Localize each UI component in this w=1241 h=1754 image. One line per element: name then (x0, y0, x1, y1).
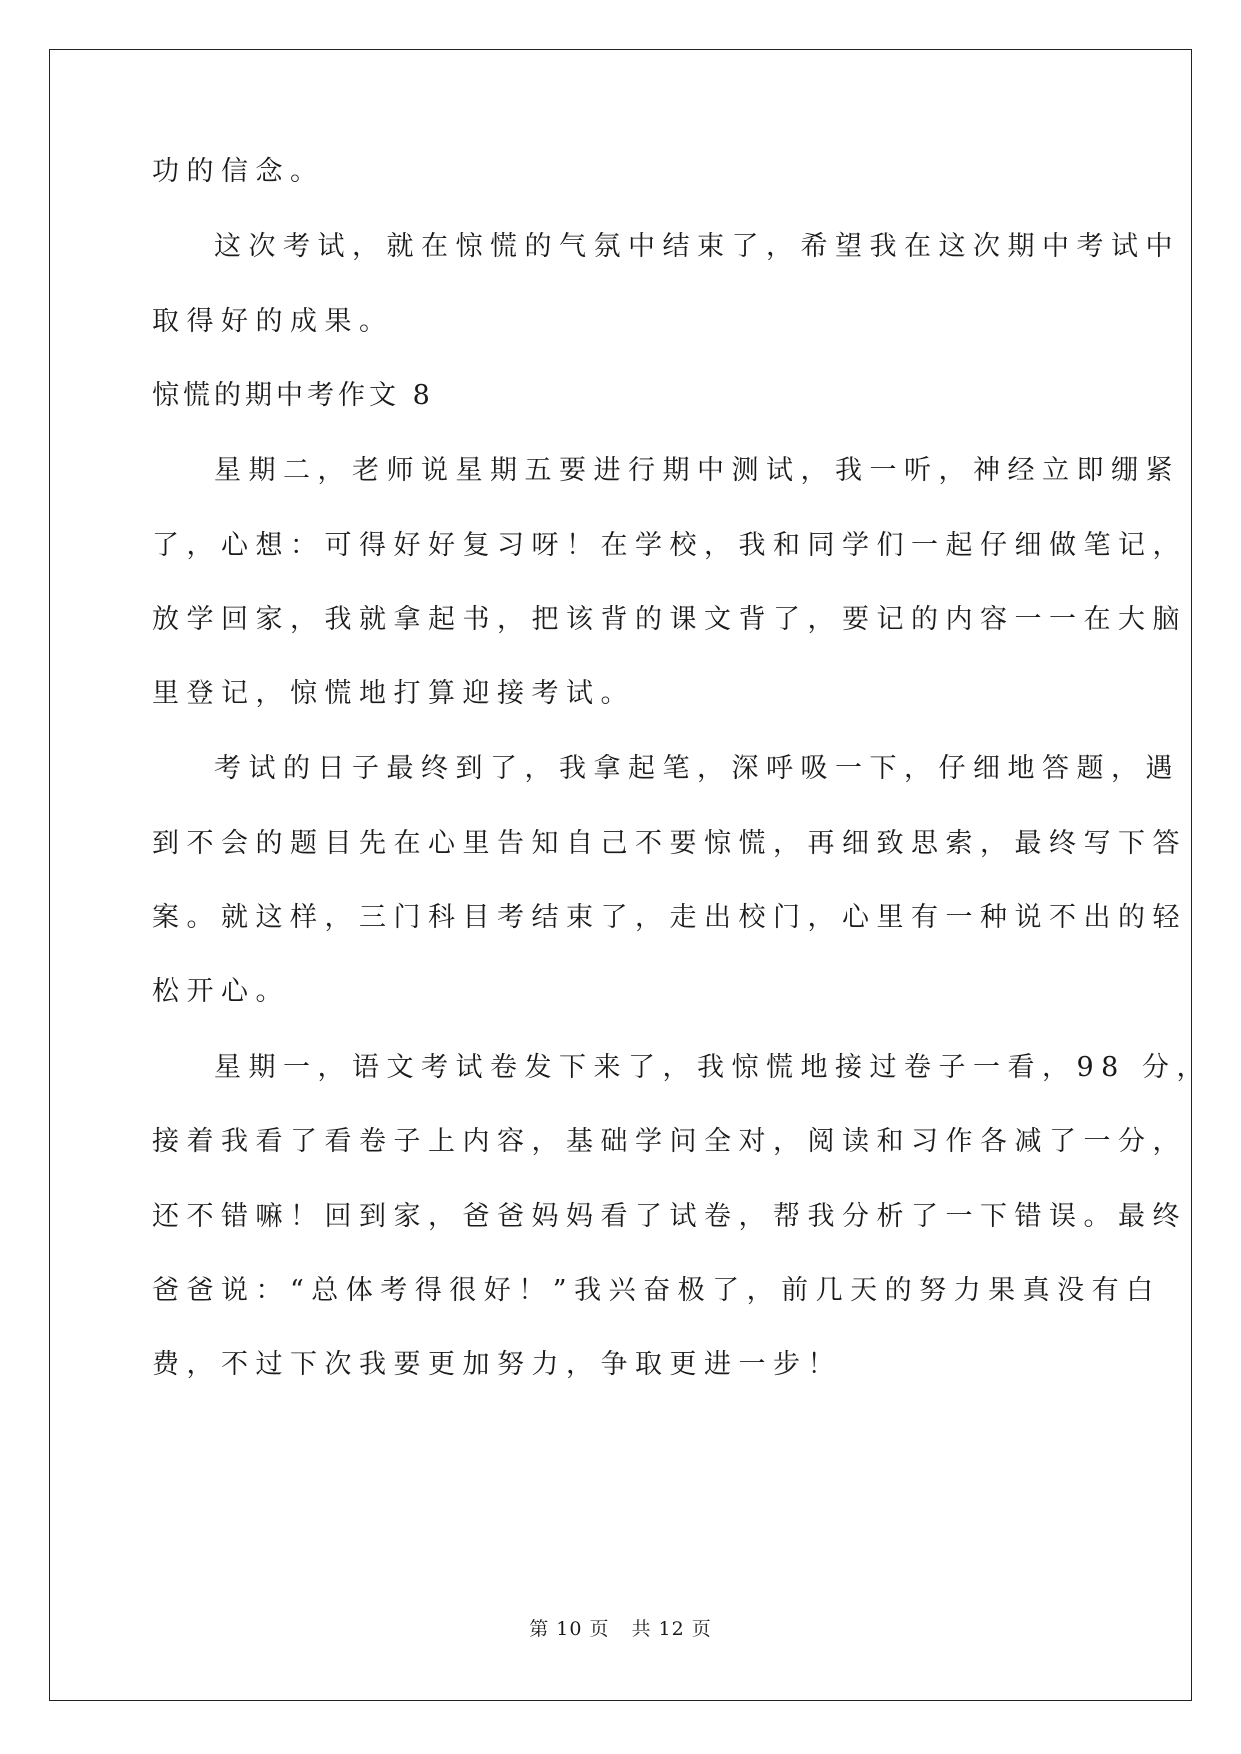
text-line: 这次考试，就在惊慌的气氛中结束了，希望我在这次期中考试中 (214, 231, 1180, 262)
text-line: 功的信念。 (152, 156, 325, 187)
text-line: 放学回家，我就拿起书，把该背的课文背了，要记的内容一一在大脑 (152, 604, 1187, 635)
text-line: 费，不过下次我要更加努力，争取更进一步！ (152, 1349, 842, 1380)
text-line: 案。就这样，三门科目考结束了，走出校门，心里有一种说不出的轻 (152, 902, 1187, 933)
text-line: 考试的日子最终到了，我拿起笔，深呼吸一下，仔细地答题，遇 (214, 753, 1180, 784)
text-line: 到不会的题目先在心里告知自己不要惊慌，再细致思索，最终写下答 (152, 828, 1187, 859)
text-line: 里登记，惊慌地打算迎接考试。 (152, 678, 635, 709)
page-footer (0, 1616, 1241, 1642)
text-line: 爸爸说：“总体考得很好！”我兴奋极了，前几天的努力果真没有白 (152, 1275, 1161, 1306)
text-line: 星期二，老师说星期五要进行期中测试，我一听，神经立即绷紧 (214, 455, 1180, 486)
text-line: 了，心想：可得好好复习呀！在学校，我和同学们一起仔细做笔记， (152, 530, 1187, 561)
section-heading: 惊慌的期中考作文 8 (152, 380, 434, 411)
page-border (49, 49, 1192, 1701)
page-number: 第 10 页 (529, 1618, 610, 1640)
text-line: 接着我看了看卷子上内容，基础学问全对，阅读和习作各减了一分， (152, 1126, 1187, 1157)
text-line: 星期一，语文考试卷发下来了，我惊慌地接过卷子一看，98 分， (214, 1052, 1211, 1083)
text-line: 还不错嘛！回到家，爸爸妈妈看了试卷，帮我分析了一下错误。最终 (152, 1201, 1187, 1232)
page-total: 共 12 页 (631, 1618, 712, 1640)
text-line: 取得好的成果。 (152, 306, 394, 337)
text-line: 松开心。 (152, 976, 290, 1007)
